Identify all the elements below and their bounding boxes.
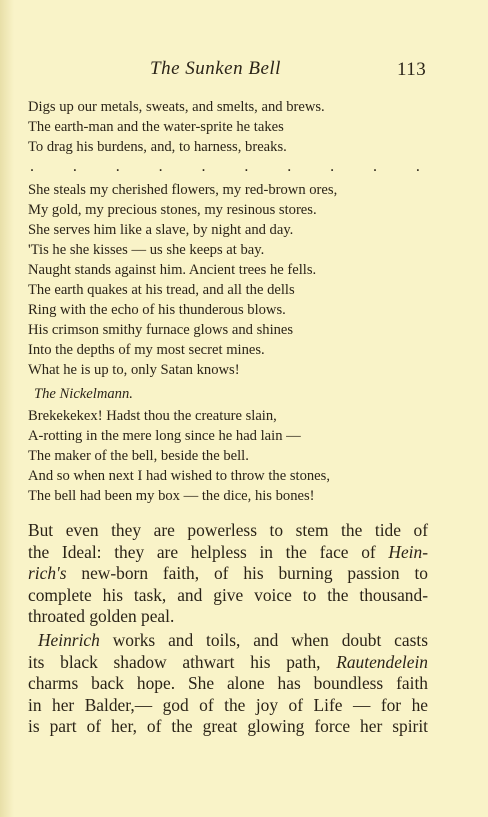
prose-line: is part of her, of the great glowing force her spirit xyxy=(28,716,428,736)
prose-line xyxy=(28,542,428,564)
verse-block-1 xyxy=(28,97,325,157)
prose-line: throated golden peal. xyxy=(28,606,175,626)
verse-line: My gold, my precious stones, my resinous stores. xyxy=(28,202,317,218)
prose-line: charms back hope. She alone has boundless faith xyxy=(28,673,428,693)
ellipsis-dot: . xyxy=(115,158,120,175)
ellipsis-dot: . xyxy=(201,158,206,175)
verse-line: The earth-man and the water-sprite he takes xyxy=(28,119,284,135)
prose-text: new-born faith, of his burning passion to xyxy=(66,563,428,583)
prose-paragraph-1 xyxy=(28,520,428,628)
prose-italic-name: Hein- xyxy=(388,541,428,562)
verse-block-2 xyxy=(28,180,337,380)
page-edge-shadow xyxy=(0,0,14,817)
verse-line: Naught stands against him. Ancient trees he fells. xyxy=(28,262,317,278)
prose-line: But even they are powerless to stem the tide of xyxy=(28,520,428,540)
ellipsis-dot: . xyxy=(415,158,420,175)
verse-line: A-rotting in the mere long since he had lain — xyxy=(28,428,301,444)
verse-line: Digs up our metals, sweats, and smelts, and brews. xyxy=(28,99,325,115)
ellipsis-dot: . xyxy=(244,158,249,175)
verse-line: The maker of the bell, beside the bell. xyxy=(28,448,249,464)
ellipsis-dot: . xyxy=(373,158,377,175)
ellipsis-dot: . xyxy=(287,158,292,175)
verse-line: She steals my cherished flowers, my red-brown ores, xyxy=(28,182,338,198)
ellipsis-dot: . xyxy=(30,158,34,175)
prose-italic-name: Rautendelein xyxy=(336,651,428,672)
verse-block-3 xyxy=(28,406,330,506)
prose-line xyxy=(28,652,428,674)
ellipsis-dot: . xyxy=(72,158,77,175)
verse-line: The bell had been my box — the dice, his bones! xyxy=(28,488,315,504)
ellipsis-dot: . xyxy=(330,158,335,175)
prose-line: complete his task, and give voice to the thousand- xyxy=(28,584,428,605)
page-number: 113 xyxy=(397,59,427,80)
prose-text: works and toils, and when doubt casts xyxy=(99,630,428,650)
verse-line: The earth quakes at his tread, and all the dells xyxy=(28,282,295,298)
verse-line: What he is up to, only Satan knows! xyxy=(28,362,240,378)
prose-line xyxy=(28,563,428,585)
prose-text: its black shadow athwart his path, xyxy=(28,651,337,672)
verse-line: And so when next I had wished to throw the stones, xyxy=(28,468,330,484)
prose-line: in her Balder,— god of the joy of Life — for he xyxy=(28,694,428,715)
prose-line xyxy=(28,630,428,652)
verse-line: Into the depths of my most secret mines. xyxy=(28,342,265,358)
prose-text: the Ideal: they are helpless in the face of xyxy=(28,541,389,562)
verse-line: Ring with the echo of his thunderous blows. xyxy=(28,302,286,318)
verse-line: 'Tis he she kisses — us she keeps at bay. xyxy=(28,242,265,258)
running-title: The Sunken Bell xyxy=(150,58,281,79)
verse-line: His crimson smithy furnace glows and shines xyxy=(28,322,294,338)
verse-line: Brekekekex! Hadst thou the creature slain, xyxy=(28,408,277,424)
ellipsis-dots xyxy=(30,160,420,174)
prose-paragraph-2 xyxy=(28,630,428,738)
page-header xyxy=(0,58,488,84)
prose-italic-name: Heinrich xyxy=(38,630,100,650)
verse-line: To drag his burdens, and, to harness, breaks. xyxy=(28,139,287,155)
ellipsis-dot: . xyxy=(158,158,163,175)
verse-line: She serves him like a slave, by night and day. xyxy=(28,222,294,238)
prose-italic-name: rich's xyxy=(28,563,67,583)
speaker-name: The Nickelmann. xyxy=(34,386,133,402)
